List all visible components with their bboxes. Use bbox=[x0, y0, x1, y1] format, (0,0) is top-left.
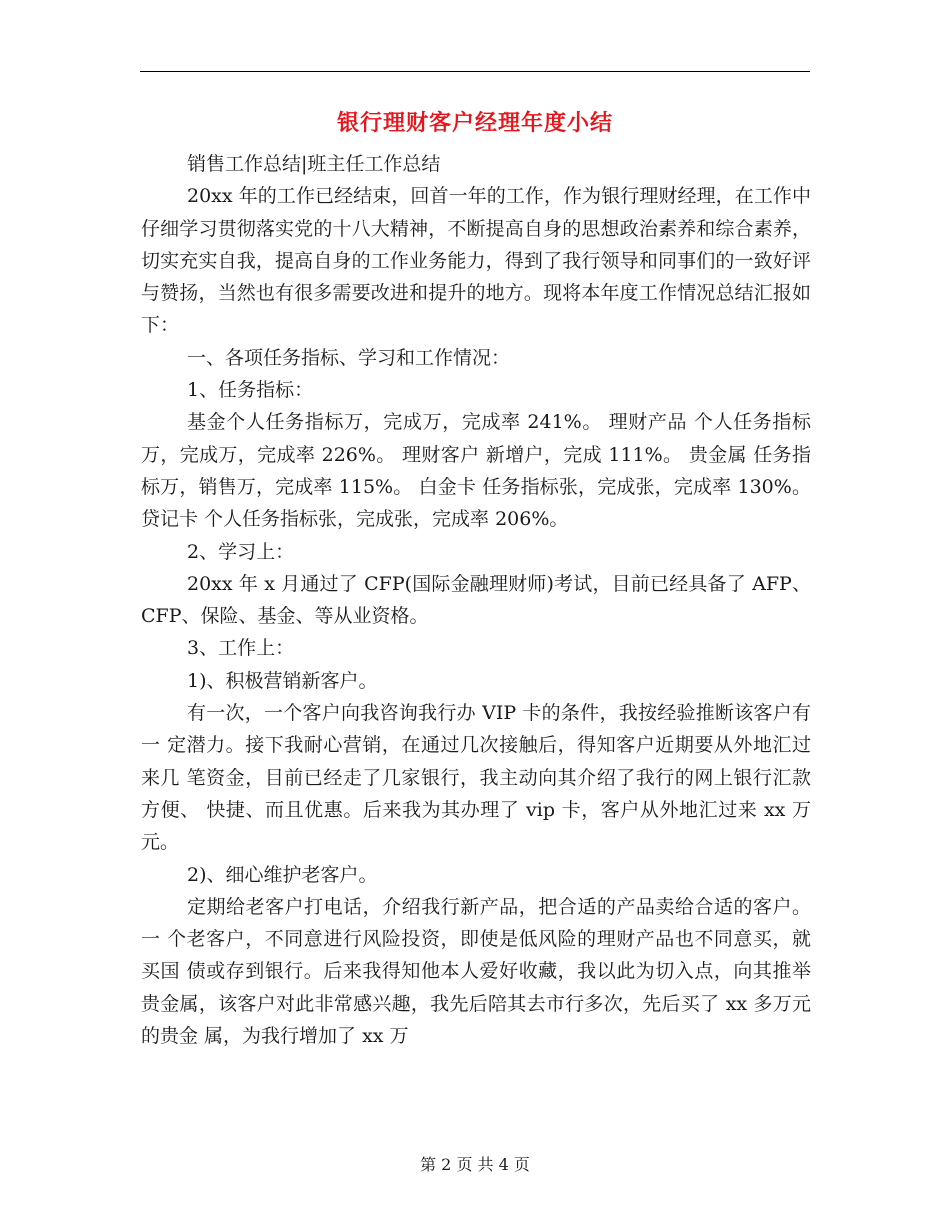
paragraph-new-clients: 有一次，一个客户向我咨询我行办 VIP 卡的条件，我按经验推断该客户有一 定潜力。接下我耐心营销，在通过几次接触后，得知客户近期要从外地汇过来几 笔资金，目前已经走了几家银行，我主动向其介绍了我行的网上银行汇款方便、 快捷、而且优惠。后来我为其办理了 vip 卡，客户从外地汇过来 xx 万元。 bbox=[141, 702, 811, 854]
item-heading-new-clients: 1)、积极营销新客户。 bbox=[187, 669, 378, 692]
item-heading-old-clients: 2)、细心维护老客户。 bbox=[187, 863, 378, 886]
section-heading-1: 一、各项任务指标、学习和工作情况： bbox=[187, 346, 511, 369]
subsection-heading-study: 2、学习上： bbox=[187, 540, 295, 563]
paragraph-old-clients: 定期给老客户打电话，介绍我行新产品，把合适的产品卖给合适的客户。一 个老客户，不同意进行风险投资，即使是低风险的理财产品也不同意买，就买国 债或存到银行。后来我得知他本人爱好收藏，我以此为切入点，向其推举贵金属，该客户对此非常感兴趣，我先后陪其去市行多次，先后买了 xx 多万元的贵金 属，为我行增加了 xx 万 bbox=[141, 895, 811, 1048]
paragraph-intro: 20xx 年的工作已经结束，回首一年的工作，作为银行理财经理，在工作中仔细学习贯彻落实党的十八大精神，不断提高自身的思想政治素养和综合素养，切实充实自我，提高自身的工作业务能力，得到了我行领导和同事们的一致好评与赞扬，当然也有很多需要改进和提升的地方。现将本年度工作情况总结汇报如下： bbox=[141, 185, 811, 337]
document-title: 银行理财客户经理年度小结 bbox=[336, 111, 613, 136]
paragraph-study: 20xx 年 x 月通过了 CFP(国际金融理财师)考试，目前已经具备了 AFP、 CFP、保险、基金、等从业资格。 bbox=[141, 572, 811, 628]
page-footer: 第 2 页 共 4 页 bbox=[420, 1155, 530, 1174]
subsection-heading-targets: 1、任务指标： bbox=[187, 379, 314, 402]
document-body bbox=[141, 148, 811, 1052]
subsection-heading-work: 3、工作上： bbox=[187, 637, 295, 660]
paragraph-targets: 基金个人任务指标万，完成万，完成率 241%。 理财产品 个人任务指标万，完成万，完成率 226%。 理财客户 新增户，完成 111%。 贵金属 任务指标万，销售万，完成率 115%。 白金卡 任务指标张，完成张，完成率 130%。贷记卡 个人任务指标张，完成张，完成率 206%。 bbox=[141, 411, 811, 531]
header-rule bbox=[140, 71, 810, 72]
paragraph-subtitle: 销售工作总结|班主任工作总结 bbox=[187, 153, 441, 175]
